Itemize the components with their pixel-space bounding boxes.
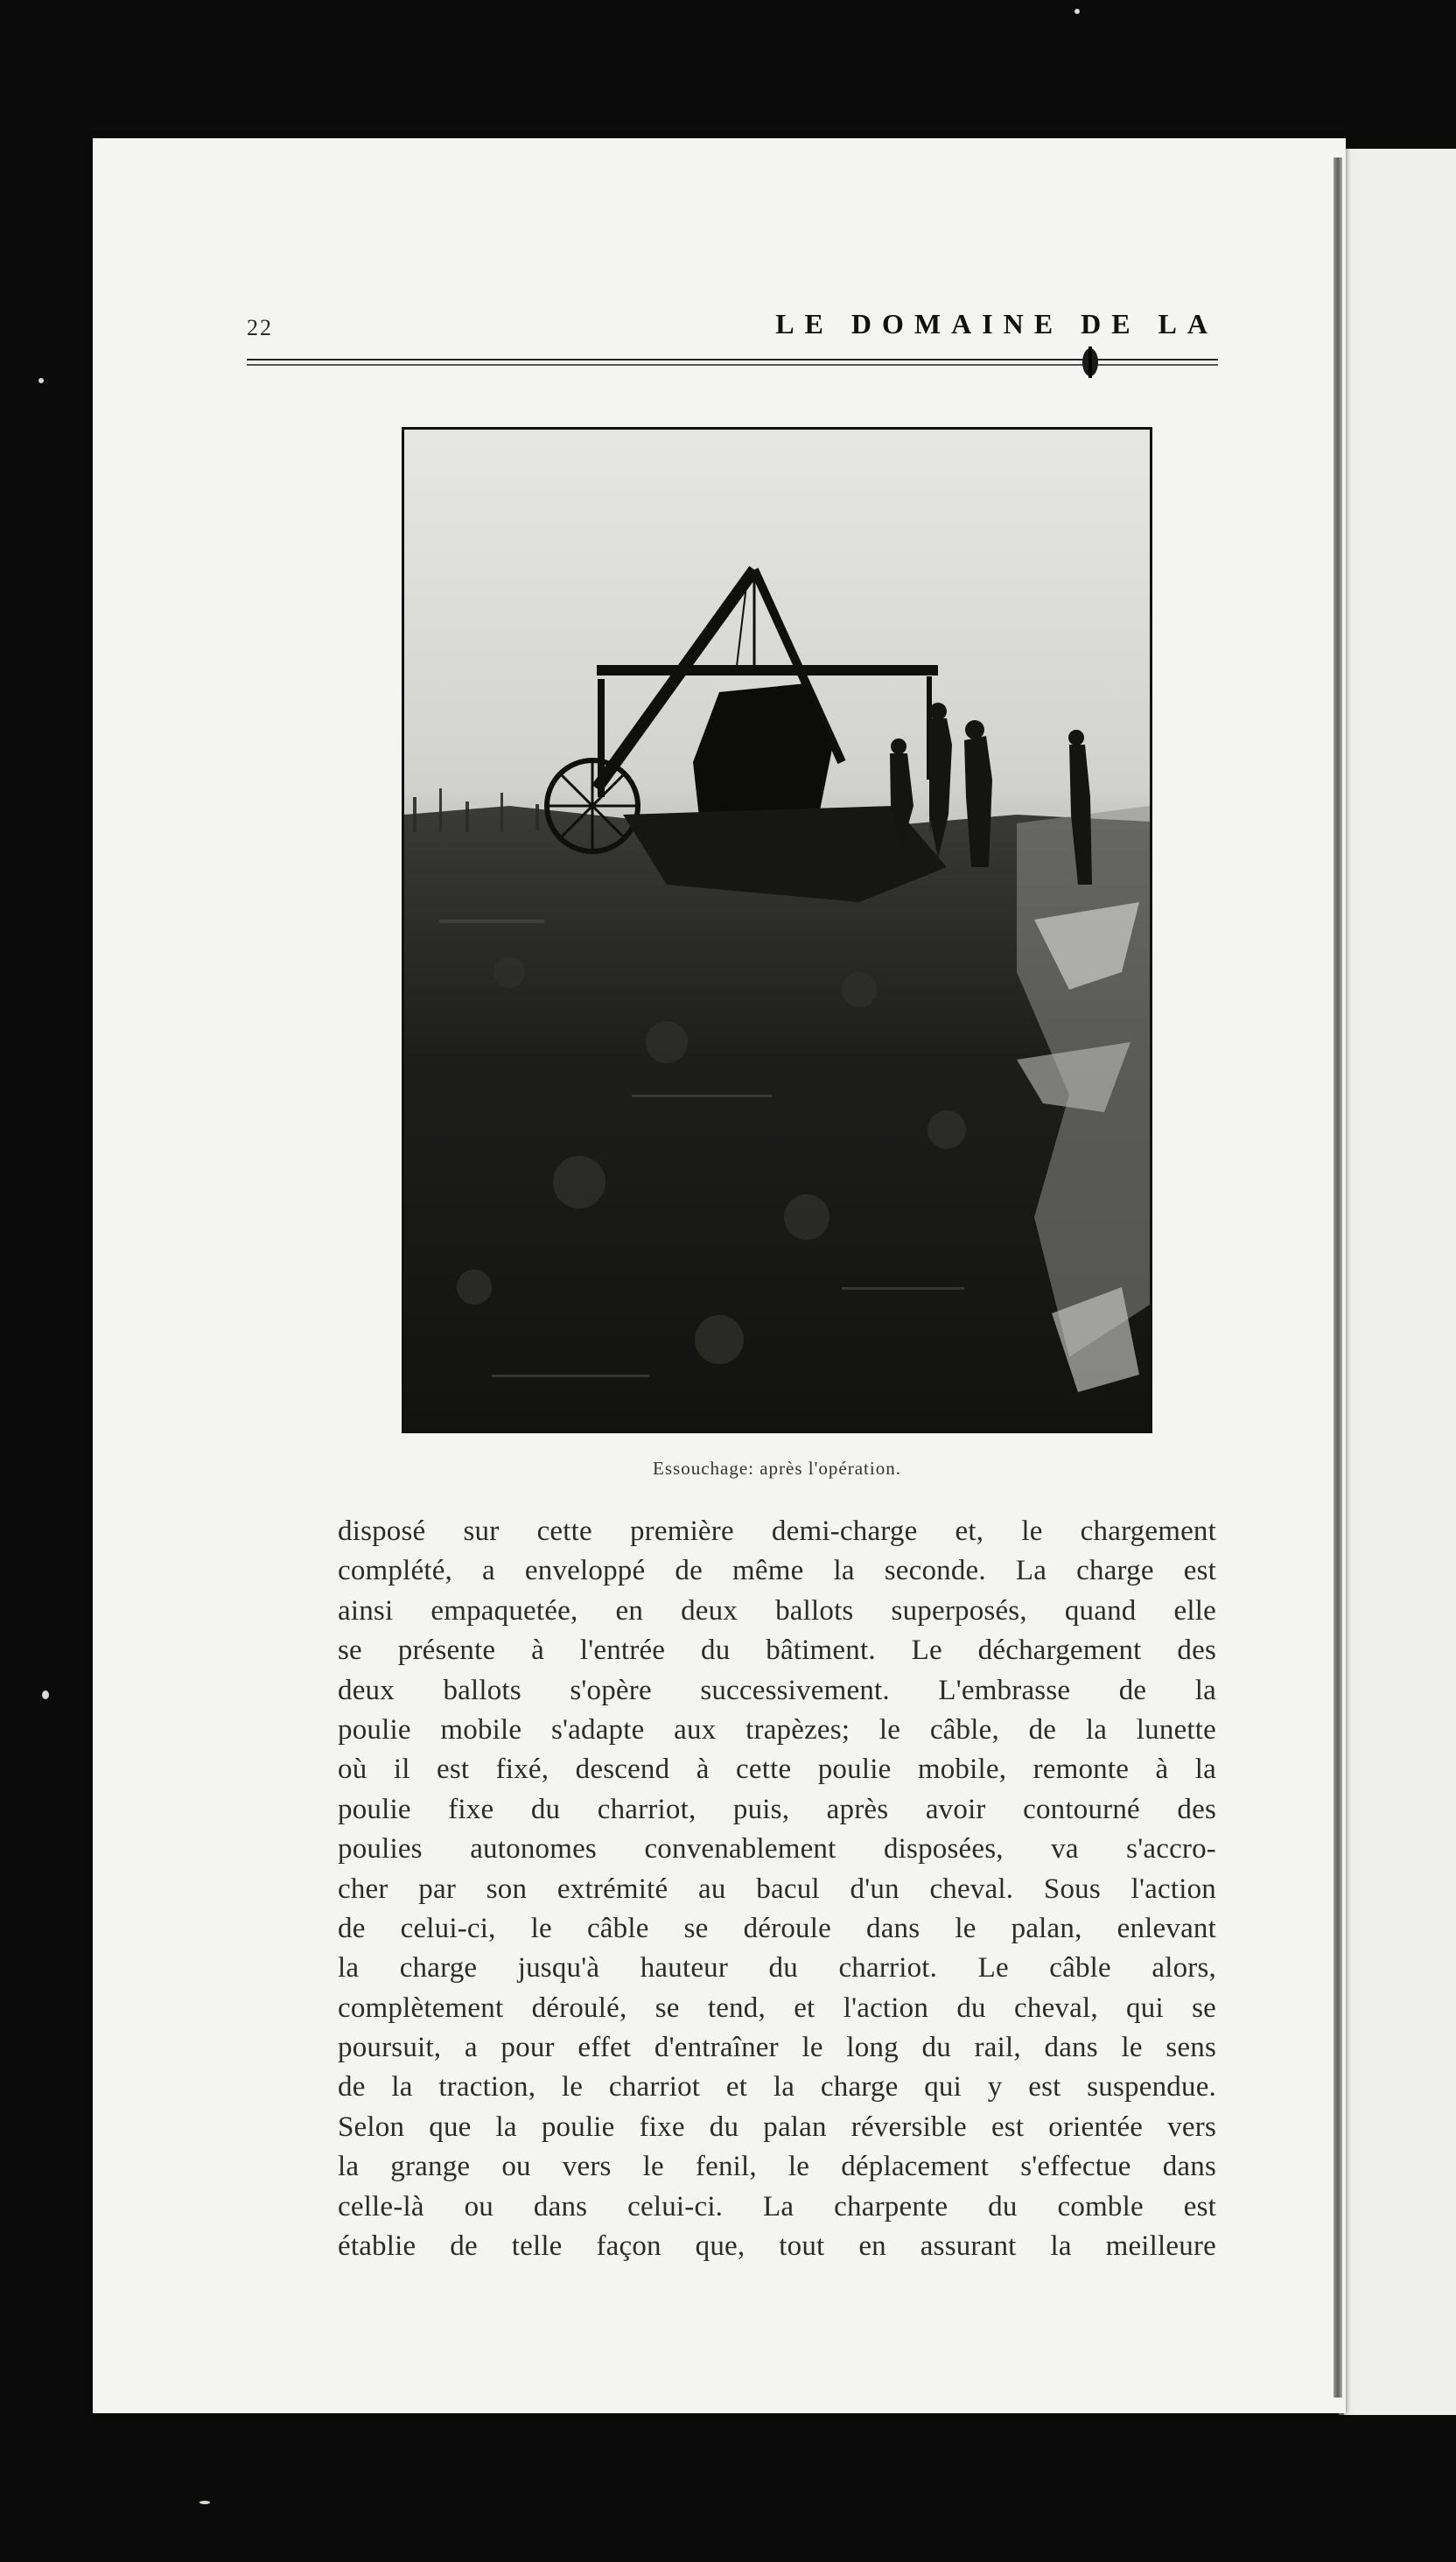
text-line: se présente à l'entrée du bâtiment. Le déchargement des xyxy=(338,1634,1216,1667)
dust-speck xyxy=(200,2501,210,2504)
page-number: 22 xyxy=(247,315,273,340)
text-line: complètement déroulé, se tend, et l'action du cheval, qui se xyxy=(338,1992,1216,2024)
text-line: deux ballots s'opère successivement. L'embrasse de la xyxy=(338,1674,1216,1706)
text-line: poulie mobile s'adapte aux trapèzes; le câble, de la lunette xyxy=(338,1713,1216,1746)
text-line: cher par son extrémité au bacul d'un cheval. Sous l'action xyxy=(338,1872,1216,1905)
text-line: poulie fixe du charriot, puis, après avoir contourné des xyxy=(338,1793,1216,1825)
text-line: poursuit, a pour effet d'entraîner le long du rail, dans le sens xyxy=(338,2032,1216,2064)
text-line: la grange ou vers le fenil, le déplacement s'effectue dans xyxy=(338,2151,1216,2183)
text-line: ainsi empaquetée, en deux ballots superposés, quand elle xyxy=(338,1594,1216,1627)
page-gutter-edge xyxy=(1334,158,1342,2398)
text-line: de la traction, le charriot et la charge qui y est suspendue. xyxy=(338,2071,1216,2104)
ornament-icon xyxy=(1078,345,1102,380)
text-line: de celui-ci, le câble se déroule dans le palan, enlevant xyxy=(338,1912,1216,1944)
dust-speck xyxy=(38,378,44,383)
dust-speck xyxy=(1074,9,1080,14)
photo-illustration xyxy=(404,430,1150,1431)
adjacent-page xyxy=(1339,149,1456,2415)
body-paragraph xyxy=(338,1512,1216,2266)
text-line: disposé sur cette première demi-charge et, le chargement xyxy=(338,1516,1216,1547)
photo-stump-removal xyxy=(402,427,1152,1433)
text-line: la charge jusqu'à hauteur du charriot. Le câble alors, xyxy=(338,1952,1216,1984)
text-line: poulies autonomes convenablement disposées, va s'accro- xyxy=(338,1833,1216,1866)
text-line: établie de telle façon que, tout en assurant la meilleure xyxy=(338,2230,1216,2263)
text-line: celle-là ou dans celui-ci. La charpente du comble est xyxy=(338,2190,1216,2222)
text-line: Selon que la poulie fixe du palan réversible est orientée vers xyxy=(338,2110,1216,2143)
text-line: où il est fixé, descend à cette poulie mobile, remonte à la xyxy=(338,1754,1216,1786)
figure-caption: Essouchage: après l'opération. xyxy=(653,1458,901,1479)
dust-speck xyxy=(42,1690,49,1699)
header-rule xyxy=(247,357,1218,369)
running-title: LE DOMAINE DE LA xyxy=(775,308,1218,340)
text-line: complété, a enveloppé de même la seconde. La charge est xyxy=(338,1555,1216,1587)
running-header xyxy=(247,308,1218,350)
